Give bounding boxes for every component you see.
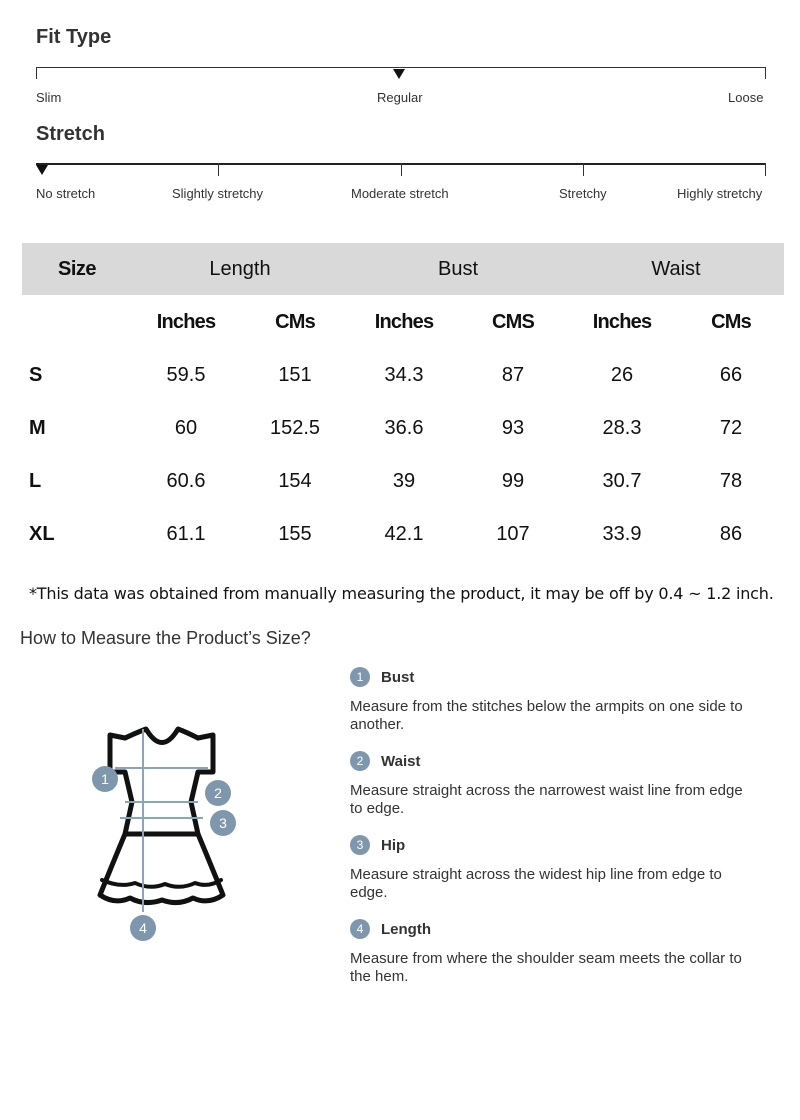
diagram-marker-4: 4 [130,915,156,941]
table-cell: 39 [392,470,416,492]
row-size-label: XL [29,523,55,545]
fit-type-tick-start [36,67,37,79]
table-cell: 33.9 [602,523,642,545]
row-size-label: M [29,417,46,439]
step-desc-waist: Measure straight across the narrowest waist line from edge to edge. [350,782,743,817]
step-number-badge: 2 [350,751,370,771]
row-size-label: S [29,364,43,386]
stretch-label-slightly: Slightly stretchy [172,186,264,201]
stretch-label-highly: Highly stretchy [677,186,763,201]
table-cell: 30.7 [602,470,642,492]
step-title-bust: Bust [381,669,415,686]
table-cell: 42.1 [384,523,424,545]
stretch-label-no-stretch: No stretch [36,186,96,201]
step-title-length: Length [381,921,431,938]
table-cell: 154 [278,470,312,492]
header-size: Size [57,258,97,280]
header-bust: Bust [437,258,479,280]
fit-type-label-regular: Regular [377,90,423,105]
table-cell: 28.3 [602,417,642,439]
table-cell: 66 [719,364,743,386]
table-cell: 59.5 [166,364,206,386]
table-cell: 34.3 [384,364,424,386]
table-cell: 72 [719,417,743,439]
stretch-label-stretchy: Stretchy [559,186,607,201]
step-desc-hip: Measure straight across the widest hip line from edge to edge. [350,866,722,901]
how-to-measure-title: How to Measure the Product’s Size? [20,628,311,648]
fit-type-title: Fit Type [36,26,112,48]
size-table-header [22,243,784,295]
fit-type-marker-icon [393,69,405,79]
row-size-label: L [29,470,42,492]
unit-length-inches: Inches [156,311,216,333]
step-desc-length: Measure from where the shoulder seam meets the collar to the hem. [350,950,742,985]
table-cell: 151 [278,364,312,386]
stretch-label-moderate: Moderate stretch [351,186,449,201]
unit-waist-inches: Inches [592,311,652,333]
unit-bust-inches: Inches [374,311,434,333]
step-number-badge: 4 [350,919,370,939]
stretch-tick-5 [765,163,766,176]
step-number-badge: 3 [350,835,370,855]
table-cell: 36.6 [384,417,424,439]
fit-type-tick-end [765,67,766,79]
stretch-tick-3 [401,163,402,176]
unit-length-cms: CMs [275,311,315,333]
diagram-marker-2: 2 [205,780,231,806]
header-waist: Waist [651,258,701,280]
diagram-marker-1: 1 [92,766,118,792]
step-title-hip: Hip [381,837,406,854]
step-title-waist: Waist [381,753,421,770]
table-cell: 26 [610,364,634,386]
table-cell: 87 [501,364,525,386]
fit-type-scale-line [36,67,766,68]
table-cell: 155 [278,523,312,545]
stretch-marker-icon [36,165,48,175]
fit-type-label-slim: Slim [36,90,62,105]
table-cell: 99 [501,470,525,492]
unit-bust-cms: CMS [491,311,535,333]
fit-type-label-loose: Loose [728,90,764,105]
measurement-note: *This data was obtained from manually measuring the product, it may be off by 0.4 ~ 1.2 inch. [29,584,774,603]
unit-waist-cms: CMs [711,311,751,333]
table-cell: 86 [719,523,743,545]
step-desc-bust: Measure from the stitches below the armpits on one side to another. [350,698,743,733]
stretch-tick-4 [583,163,584,176]
table-cell: 60.6 [166,470,206,492]
table-cell: 152.5 [269,417,321,439]
header-length: Length [209,258,271,280]
diagram-marker-3: 3 [210,810,236,836]
table-cell: 107 [496,523,530,545]
stretch-tick-2 [218,163,219,176]
step-number-badge: 1 [350,667,370,687]
table-cell: 93 [501,417,525,439]
stretch-title: Stretch [36,123,105,145]
table-cell: 78 [719,470,743,492]
table-cell: 61.1 [166,523,206,545]
table-cell: 60 [174,417,198,439]
